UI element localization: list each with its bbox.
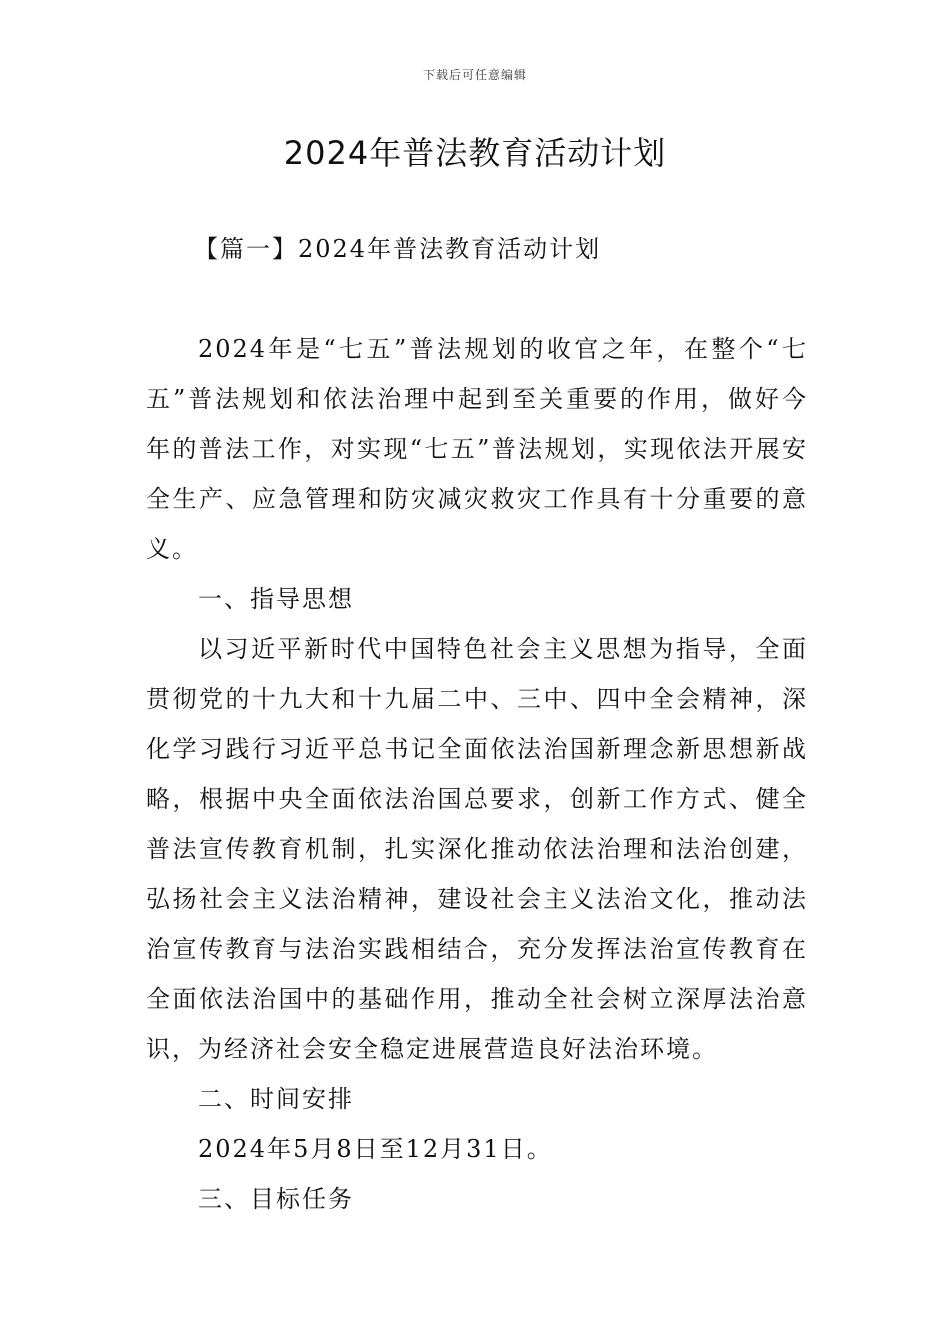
heading-goals-tasks: 三、目标任务 — [198, 1185, 354, 1213]
heading-guiding-ideology: 一、指导思想 — [198, 585, 354, 613]
intro-paragraph: 2024年是“七五”普法规划的收官之年，在整个“七五”普法规划和依法治理中起到至关重要的作用，做好今年的普法工作，对实现“七五”普法规划，实现依法开展安全生产、应急管理和防灾减灾救灾工作具有十分重要的意义。 — [146, 335, 808, 563]
schedule-paragraph: 2024年5月8日至12月31日。 — [198, 1135, 553, 1163]
section-heading: 【篇一】2024年普法教育活动计划 — [194, 235, 602, 263]
header-note: 下载后可任意编辑 — [422, 68, 527, 82]
document-body — [146, 324, 808, 1224]
guiding-ideology-paragraph: 以习近平新时代中国特色社会主义思想为指导，全面贯彻党的十九大和十九届二中、三中、四中全会精神，深化学习践行习近平总书记全面依法治国新理念新思想新战略，根据中央全面依法治国总要求，创新工作方式、健全普法宣传教育机制，扎实深化推动依法治理和法治创建，弘扬社会主义法治精神，建设社会主义法治文化，推动法治宣传教育与法治实践相结合，充分发挥法治宣传教育在全面依法治国中的基础作用，推动全社会树立深厚法治意识，为经济社会安全稳定进展营造良好法治环境。 — [146, 635, 808, 1063]
heading-schedule: 二、时间安排 — [198, 1085, 354, 1113]
document-title: 2024年普法教育活动计划 — [283, 134, 667, 172]
